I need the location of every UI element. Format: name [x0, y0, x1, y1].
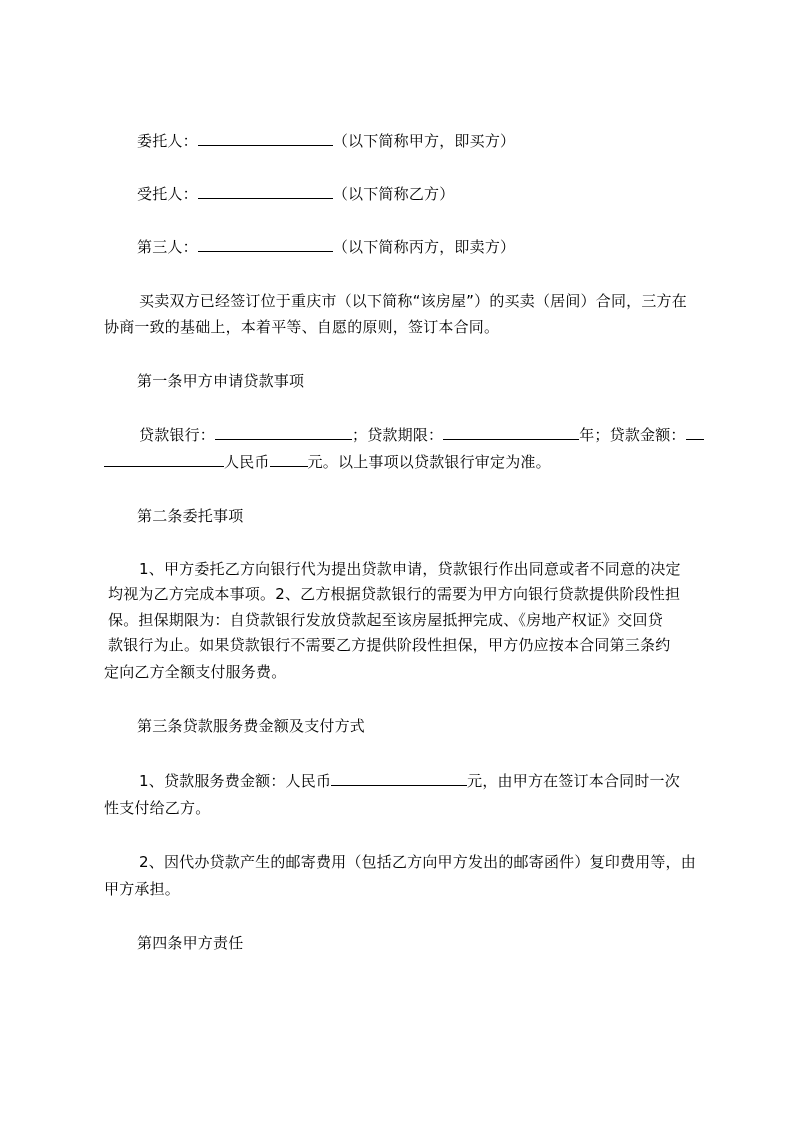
- article-2-line: 均视为乙方完成本事项。2、乙方根据贷款银行的需要为甲方向银行贷款提供阶段性担: [108, 585, 681, 603]
- loan-amount-blank-start[interactable]: [686, 425, 704, 440]
- article-2-line: 1、甲方委托乙方向银行代为提出贷款申请，贷款银行作出同意或者不同意的决定: [139, 560, 681, 578]
- principal-line: [137, 131, 515, 151]
- intro-line-2: 协商一致的基础上，本着平等、自愿的原则，签订本合同。: [104, 318, 500, 336]
- third-party-note: （以下简称丙方，即卖方）: [332, 238, 516, 256]
- intro-line-1: 买卖双方已经签订位于重庆市（以下简称“该房屋”）的买卖（居间）合同，三方在: [139, 292, 687, 310]
- agent-label: 受托人：: [137, 185, 198, 203]
- service-fee-line-2: 性支付给乙方。: [104, 799, 211, 817]
- service-fee-line: [139, 771, 680, 791]
- article-2-title: 第二条委托事项: [137, 507, 244, 525]
- postage-line-1: 2、因代办贷款产生的邮寄费用（包括乙方向甲方发出的邮寄函件）复印费用等，由: [139, 853, 696, 871]
- service-fee-blank[interactable]: [331, 771, 467, 786]
- loan-year-label: 年；贷款金额：: [579, 426, 686, 444]
- loan-rmb-blank[interactable]: [270, 452, 308, 467]
- principal-note: （以下简称甲方，即买方）: [332, 132, 516, 150]
- principal-label: 委托人：: [137, 132, 198, 150]
- article-1-title: 第一条甲方申请贷款事项: [137, 372, 305, 390]
- loan-amount-blank[interactable]: [104, 452, 224, 467]
- service-fee-suffix: 元，由甲方在签订本合同时一次: [467, 772, 680, 790]
- agent-note: （以下简称乙方）: [332, 185, 455, 203]
- article-2-line: 保。担保期限为：自贷款银行发放贷款起至该房屋抵押完成、《房地产权证》交回贷: [108, 611, 663, 629]
- loan-term-label: ；贷款期限：: [352, 426, 444, 444]
- loan-bank-label: 贷款银行：: [139, 426, 216, 444]
- third-party-line: [137, 237, 515, 257]
- principal-blank[interactable]: [198, 131, 333, 146]
- article-3-title: 第三条贷款服务费金额及支付方式: [137, 717, 366, 735]
- loan-tail-text: 元。以上事项以贷款银行审定为准。: [307, 453, 551, 471]
- loan-rmb-label: 人民币: [224, 453, 270, 471]
- third-party-blank[interactable]: [198, 237, 333, 252]
- article-4-title: 第四条甲方责任: [137, 934, 244, 952]
- agent-line: [137, 184, 454, 204]
- loan-terms-line: [139, 425, 704, 445]
- loan-bank-blank[interactable]: [215, 425, 352, 440]
- article-2-line: 款银行为止。如果贷款银行不需要乙方提供阶段性担保，甲方仍应按本合同第三条约: [108, 636, 671, 654]
- loan-term-blank[interactable]: [443, 425, 579, 440]
- third-party-label: 第三人：: [137, 238, 198, 256]
- service-fee-prefix: 1、贷款服务费金额：人民币: [139, 772, 332, 790]
- agent-blank[interactable]: [198, 184, 333, 199]
- postage-line-2: 甲方承担。: [104, 880, 181, 898]
- article-2-line: 定向乙方全额支付服务费。: [104, 663, 287, 681]
- loan-amount-line: [104, 452, 551, 472]
